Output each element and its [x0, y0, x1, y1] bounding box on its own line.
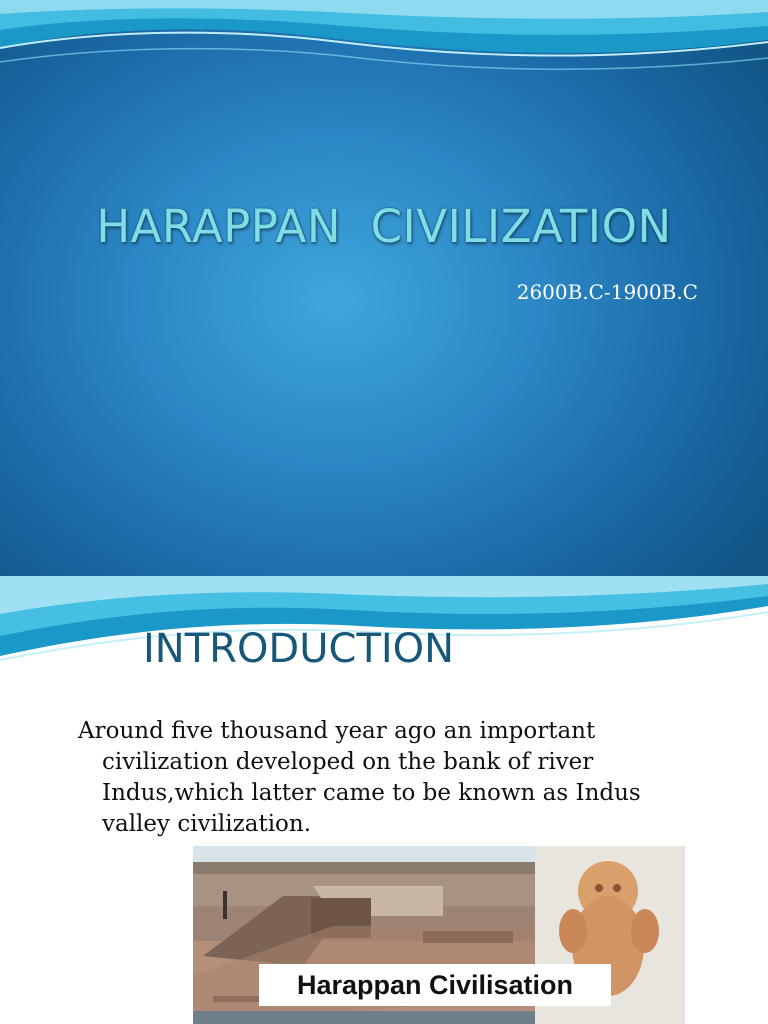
image-caption: Harappan Civilisation	[296, 969, 574, 1000]
harappan-photo-collage	[193, 846, 685, 1024]
date-range-subtitle: 2600B.C-1900B.C	[516, 280, 698, 304]
top-wave-decoration	[0, 0, 768, 110]
intro-paragraph: Around five thousand year ago an important civilization developed on the bank of river Indus,which latter came to be known as Indus valley civilization.	[78, 718, 641, 837]
introduction-slide	[0, 576, 768, 1024]
caption-banner	[259, 964, 611, 1006]
slide-title: HARAPPAN CIVILIZATION	[96, 200, 672, 253]
slide-heading: INTRODUCTION	[143, 626, 455, 672]
